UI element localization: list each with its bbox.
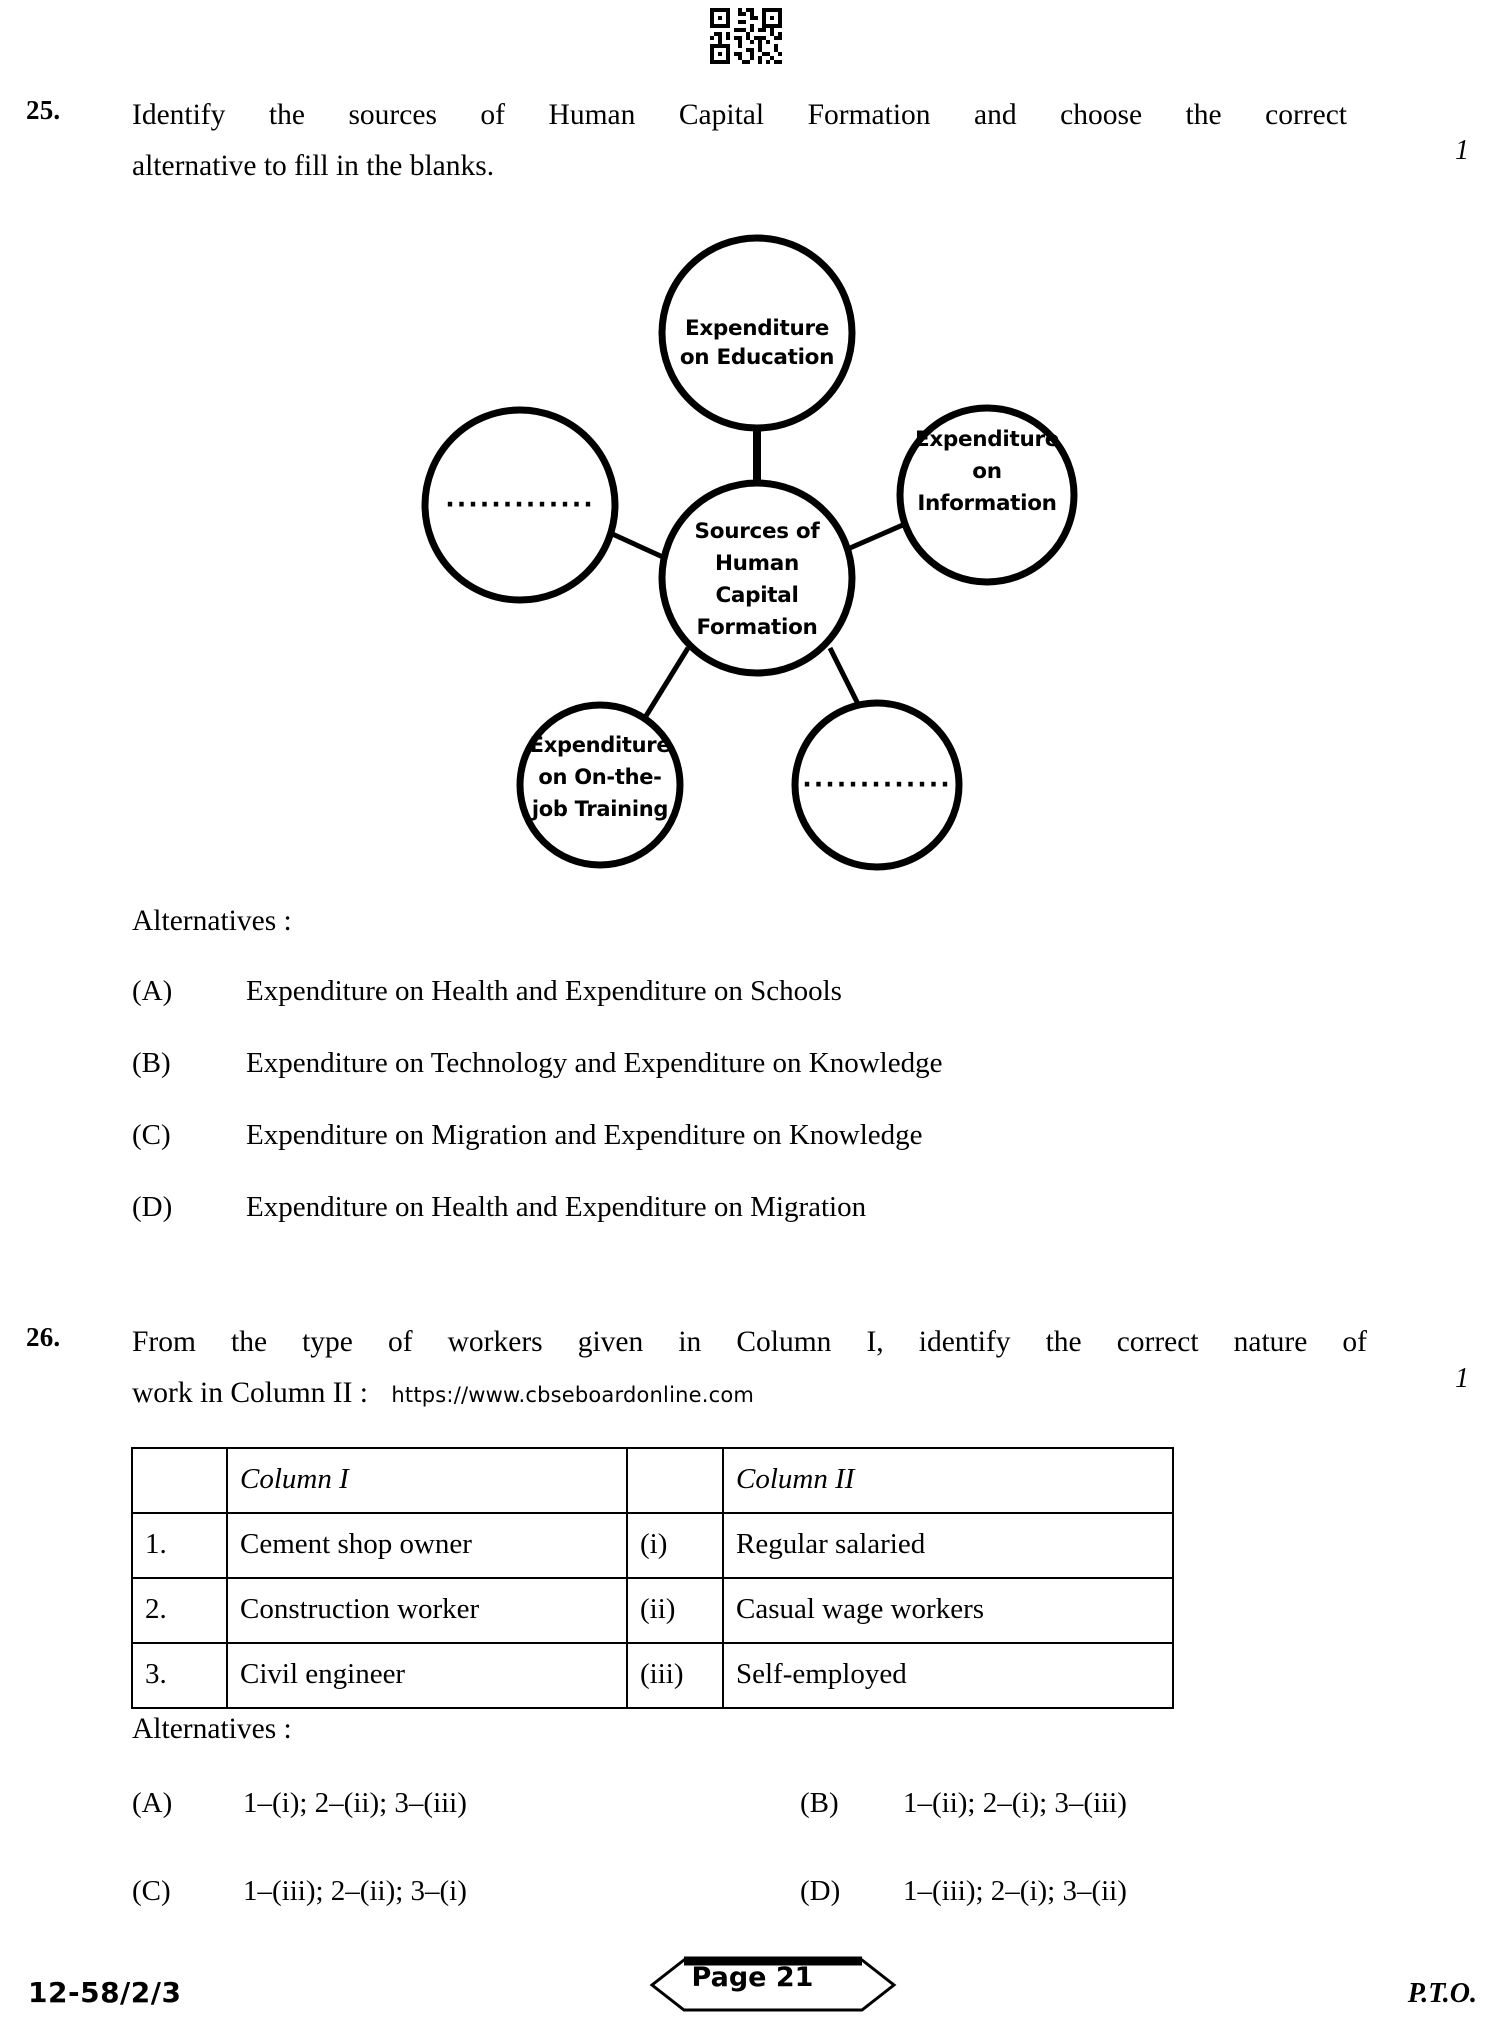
connector-center-bottom-left [646, 648, 688, 716]
page-number-badge [0, 1962, 1505, 1993]
option-c-text: 1–(iii); 2–(ii); 3–(i) [243, 1875, 467, 1907]
header-column-ii: Column II [723, 1448, 1173, 1513]
connector-center-left [608, 532, 665, 558]
connector-center-right [850, 524, 905, 548]
header-blank-right [627, 1448, 723, 1513]
row-3-col-ii: Self-employed [723, 1643, 1173, 1708]
node-center-line-2: Human [714, 551, 800, 576]
option-d-key: (D) [800, 1875, 841, 1907]
option-c-key: (C) [132, 1875, 171, 1907]
node-bottom-left-line-3: job Training [531, 797, 669, 821]
option-a-key: (A) [132, 975, 173, 1007]
diagram-node-expenditure-on-job-training [520, 705, 680, 865]
option-a-text: 1–(i); 2–(ii); 3–(iii) [243, 1787, 467, 1819]
option-d-key: (D) [132, 1191, 173, 1223]
paper-code: 12-58/2/3 [28, 1976, 182, 2009]
column-matching-table [131, 1447, 1174, 1709]
question-26-line-2-text: work in Column II : [132, 1377, 368, 1409]
row-1-rid: (i) [627, 1513, 723, 1578]
row-1-col-i: Cement shop owner [227, 1513, 627, 1578]
row-2-rid: (ii) [627, 1578, 723, 1643]
node-center-line-4: Formation [696, 615, 818, 640]
diagram-node-expenditure-on-information [900, 408, 1074, 582]
pto-label: P.T.O. [1407, 1978, 1477, 2009]
question-26-line-2 [132, 1368, 1367, 1421]
node-right-line-2: on [972, 459, 1002, 484]
table-row [132, 1643, 1173, 1708]
row-2-index: 2. [132, 1578, 227, 1643]
node-top-line-1: Expenditure [684, 316, 830, 341]
watermark-url: https://www.cbseboardonline.com [391, 1383, 755, 1407]
table-row [132, 1513, 1173, 1578]
row-3-col-i: Civil engineer [227, 1643, 627, 1708]
header-blank-left [132, 1448, 227, 1513]
option-d-text: 1–(iii); 2–(i); 3–(ii) [903, 1875, 1127, 1907]
node-center-line-3: Capital [715, 583, 799, 608]
table-header-row [132, 1448, 1173, 1513]
diagram-node-center-sources [662, 483, 852, 673]
option-b-text: 1–(ii); 2–(i); 3–(iii) [903, 1787, 1127, 1819]
question-25-number: 25. [26, 95, 61, 125]
question-26-number: 26. [26, 1322, 61, 1352]
node-center-line-1: Sources of [694, 519, 820, 544]
option-b-key: (B) [800, 1787, 839, 1819]
diagram-node-blank-bottom-right [795, 703, 959, 867]
row-2-col-i: Construction worker [227, 1578, 627, 1643]
question-26-alternatives-heading: Alternatives : [132, 1713, 292, 1745]
question-25-line-1: Identify the sources of Human Capital Formation and choose the correct [132, 99, 1347, 131]
question-25-line-2: alternative to fill in the blanks. [132, 150, 495, 182]
header-column-i: Column I [227, 1448, 627, 1513]
option-c-key: (C) [132, 1119, 171, 1151]
question-26-text [132, 1317, 1367, 1421]
row-2-col-ii: Casual wage workers [723, 1578, 1173, 1643]
table-row [132, 1578, 1173, 1643]
row-3-index: 3. [132, 1643, 227, 1708]
option-b-key: (B) [132, 1047, 171, 1079]
node-right-line-3: Information [917, 491, 1057, 516]
question-25-marks: 1 [1455, 135, 1469, 166]
option-c-text: Expenditure on Migration and Expenditure on Knowledge [246, 1119, 923, 1151]
row-1-index: 1. [132, 1513, 227, 1578]
question-26-line-1: From the type of workers given in Column I, identify the correct nature of [132, 1326, 1367, 1358]
option-d-text: Expenditure on Health and Expenditure on Migration [246, 1191, 867, 1223]
qr-code [706, 8, 790, 64]
option-a-text: Expenditure on Health and Expenditure on Schools [246, 975, 842, 1007]
question-25-alternatives-heading: Alternatives : [132, 905, 292, 937]
human-capital-sources-diagram [0, 170, 1505, 880]
node-bottom-right-blank: ············· [802, 770, 952, 799]
diagram-node-expenditure-on-education [662, 238, 852, 428]
page-number-label: Page 21 [691, 1962, 814, 1993]
option-a-key: (A) [132, 1787, 173, 1819]
question-26-marks: 1 [1455, 1363, 1469, 1394]
node-top-line-2: on Education [679, 345, 835, 370]
node-bottom-left-line-2: on On-the- [538, 765, 662, 789]
node-left-blank: ············· [445, 490, 595, 519]
option-b-text: Expenditure on Technology and Expenditure on Knowledge [246, 1047, 943, 1079]
row-3-rid: (iii) [627, 1643, 723, 1708]
page-badge-shape [648, 1956, 898, 2014]
diagram-node-blank-left [425, 410, 615, 600]
row-1-col-ii: Regular salaried [723, 1513, 1173, 1578]
node-right-line-1: Expenditure [914, 427, 1060, 452]
node-bottom-left-line-1: Expenditure [529, 733, 671, 757]
